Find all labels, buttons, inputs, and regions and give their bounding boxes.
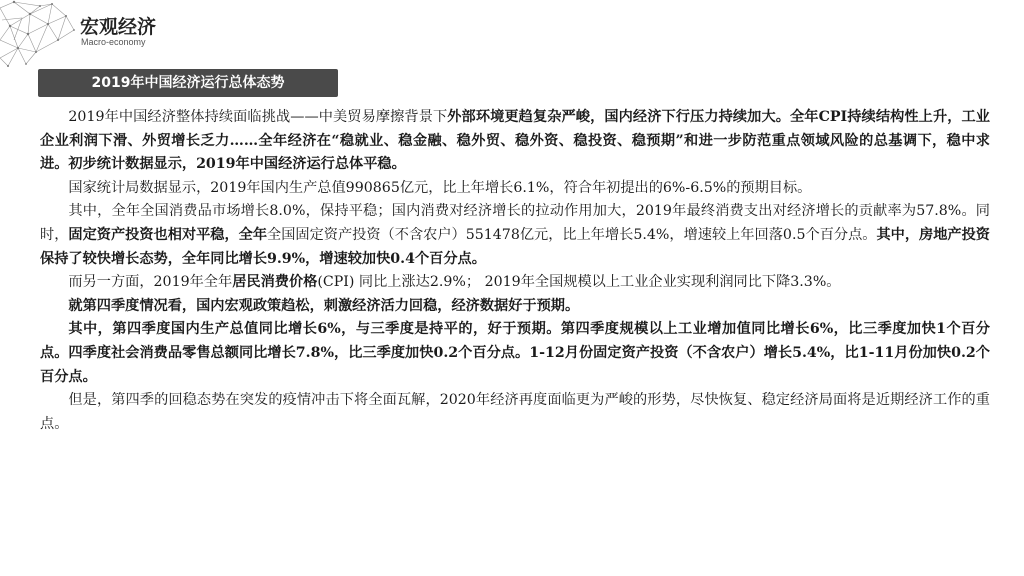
bold-text-segment: 就第四季度情况看，国内宏观政策趋松，刺激经济活力回稳，经济数据好于预期。 <box>68 297 580 314</box>
bold-text-segment: 其中，房地产投资保持了较快增长态势，全年同比增长9.9%，增速较加快0.4个百分点。 <box>40 226 990 267</box>
article-body <box>40 106 990 436</box>
text-segment: 而另一方面，2019年全年 <box>68 274 233 291</box>
header-subtitle: Macro-economy <box>81 37 146 47</box>
text-segment: 国家统计局数据显示，2019年国内生产总值990865亿元，比上年增长6.1%，符合年初提出的6%-6.5%的预期目标。 <box>68 179 812 196</box>
bold-text-segment: 居民消费价格 <box>232 274 318 291</box>
text-segment: 2019年中国经济整体持续面临挑战——中美贸易摩擦背景下 <box>68 109 448 125</box>
bold-text-segment: 固定资产投资也相对平稳，全年 <box>68 226 268 243</box>
paragraph <box>40 200 990 271</box>
paragraph <box>40 177 990 201</box>
text-segment: 但是，第四季的回稳态势在突发的疫情冲击下将全面瓦解，2020年经济再度面临更为严峻的形势，尽快恢复、稳定经济局面将是近期经济工作的重点。 <box>40 392 990 432</box>
paragraph <box>40 389 990 436</box>
paragraph <box>40 106 990 177</box>
text-segment: 全国固定资产投资（不含农户）551478亿元，比上年增长5.4%，增速较上年回落0.5个百分点。 <box>267 226 877 243</box>
network-decoration-graphic <box>0 0 80 70</box>
paragraph <box>40 271 990 295</box>
text-segment: (CPI) 同比上涨达2.9%； 2019年全国规模以上工业企业实现利润同比下降3.3%。 <box>317 274 841 291</box>
paragraph <box>40 318 990 389</box>
text-segment: 其中，全年全国消费品市场增长8.0%，保持平稳；国内消费对经济增长的拉动作用加大，2019年最终消费支出对经济增长的贡献率为57.8%。同时， <box>40 203 990 243</box>
header-title: 宏观经济 <box>80 16 157 38</box>
section-title: 2019年中国经济运行总体态势 <box>91 75 285 91</box>
bold-text-segment: 其中，第四季度国内生产总值同比增长6%，与三季度是持平的，好于预期。第四季度规模以上工业增加值同比增长6%，比三季度加快1个百分点。四季度社会消费品零售总额同比增长7.8%，比三季度加快0.2个百分点。1-12月份固定资产投资（不含农户）增长5.4%，比1-11月份加快0.2个百分点。 <box>40 321 990 385</box>
section-title-bar <box>38 69 338 97</box>
bold-text-segment: 外部环境更趋复杂严峻，国内经济下行压力持续加大。全年CPI持续结构性上升，工业企业利润下滑、外贸增长乏力……全年经济在“稳就业、稳金融、稳外贸、稳外资、稳投资、稳预期”和进一步防范重点领域风险的总基调下，稳中求进。初步统计数据显示，2019年中国经济运行总体平稳。 <box>40 109 990 173</box>
paragraph <box>40 295 990 319</box>
